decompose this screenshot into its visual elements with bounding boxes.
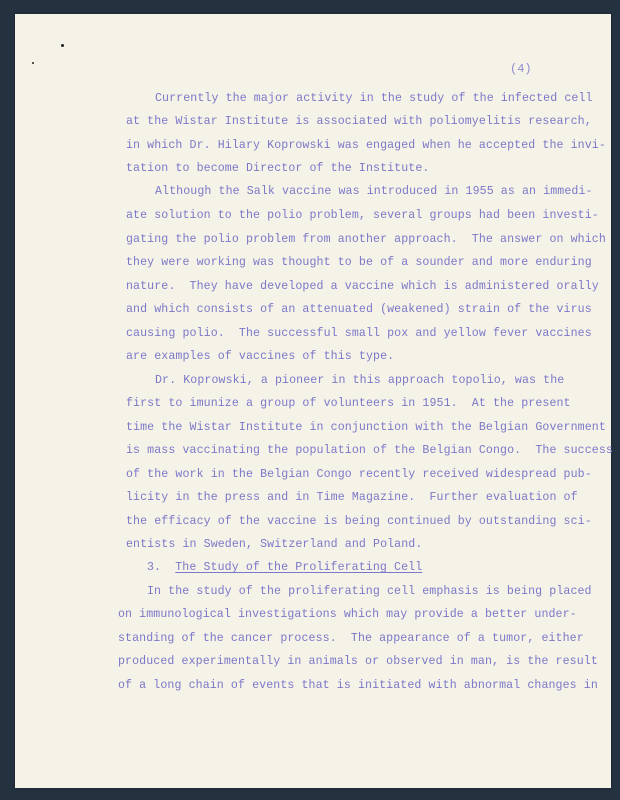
text-line: licity in the press and in Time Magazine. Further evaluation of bbox=[126, 491, 578, 504]
text-line: standing of the cancer process. The appearance of a tumor, either bbox=[118, 632, 584, 645]
text-line: entists in Sweden, Switzerland and Poland. bbox=[126, 538, 423, 551]
text-line: and which consists of an attenuated (weakened) strain of the virus bbox=[126, 303, 592, 316]
text-line: causing polio. The successful small pox and yellow fever vaccines bbox=[126, 327, 592, 340]
text-line: at the Wistar Institute is associated with poliomyelitis research, bbox=[126, 115, 592, 128]
section-title: The Study of the Proliferating Cell bbox=[175, 561, 423, 574]
text-line: Although the Salk vaccine was introduced in 1955 as an immedi- bbox=[155, 185, 593, 198]
typed-body bbox=[15, 14, 613, 692]
text-line: gating the polio problem from another approach. The answer on which bbox=[126, 233, 606, 246]
text-line: nature. They have developed a vaccine which is administered orally bbox=[126, 280, 599, 293]
text-line: the efficacy of the vaccine is being continued by outstanding sci- bbox=[126, 515, 592, 528]
section-heading bbox=[147, 561, 422, 575]
text-line: in which Dr. Hilary Koprowski was engaged when he accepted the invi- bbox=[126, 139, 606, 152]
text-line: Currently the major activity in the study of the infected cell bbox=[155, 92, 593, 105]
text-line: time the Wistar Institute in conjunction with the Belgian Government bbox=[126, 421, 606, 434]
page-number: (4) bbox=[510, 62, 532, 76]
text-line: ate solution to the polio problem, several groups had been investi- bbox=[126, 209, 599, 222]
text-line: of the work in the Belgian Congo recently received widespread pub- bbox=[126, 468, 592, 481]
text-line: they were working was thought to be of a sounder and more enduring bbox=[126, 256, 592, 269]
text-line: of a long chain of events that is initiated with abnormal changes in bbox=[118, 679, 598, 692]
text-line: are examples of vaccines of this type. bbox=[126, 350, 395, 363]
document-page bbox=[15, 14, 611, 788]
section-number: 3. bbox=[147, 561, 162, 574]
text-line: produced experimentally in animals or observed in man, is the result bbox=[118, 655, 598, 668]
text-line: tation to become Director of the Institute. bbox=[126, 162, 430, 175]
text-line: on immunological investigations which may provide a better under- bbox=[118, 608, 577, 621]
paper-speck bbox=[61, 44, 64, 47]
text-line: Dr. Koprowski, a pioneer in this approach topolio, was the bbox=[155, 374, 565, 387]
text-line: first to imunize a group of volunteers in 1951. At the present bbox=[126, 397, 571, 410]
text-line: In the study of the proliferating cell emphasis is being placed bbox=[147, 585, 592, 598]
text-line: is mass vaccinating the population of the Belgian Congo. The success bbox=[126, 444, 613, 457]
